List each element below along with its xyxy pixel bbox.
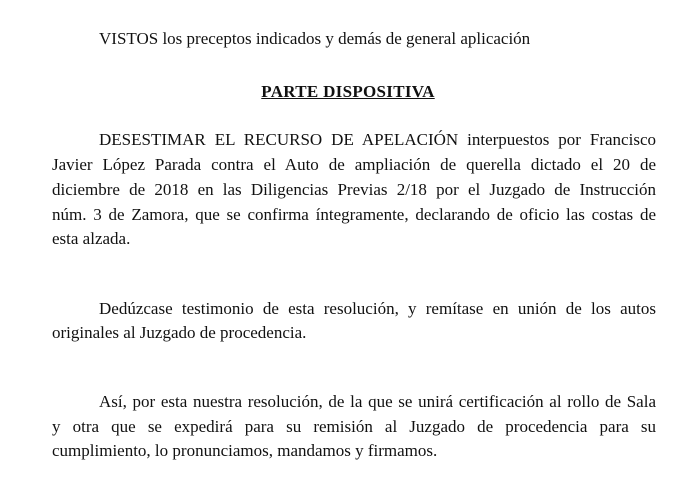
paragraph-1-line-2: Javier López Parada contra el Auto de ampliación de querella dictado el 20 de xyxy=(52,155,656,174)
paragraph-1-line-3: diciembre de 2018 en las Diligencias Previas 2/18 por el Juzgado de Instrucción xyxy=(52,180,656,199)
paragraph-2-line-2: originales al Juzgado de procedencia. xyxy=(52,323,307,342)
intro-text: VISTOS los preceptos indicados y demás de general aplicación xyxy=(99,29,531,48)
section-heading: PARTE DISPOSITIVA xyxy=(261,82,435,101)
paragraph-3-line-1: Así, por esta nuestra resolución, de la que se unirá certificación al rollo de Sala xyxy=(99,392,656,411)
paragraph-1-line-1: DESESTIMAR EL RECURSO DE APELACIÓN interpuestos por Francisco xyxy=(99,130,656,149)
paragraph-3-line-3: cumplimiento, lo pronunciamos, mandamos y firmamos. xyxy=(52,441,438,460)
paragraph-1-line-4: núm. 3 de Zamora, que se confirma íntegramente, declarando de oficio las costas de xyxy=(52,205,656,224)
paragraph-2-line-1: Dedúzcase testimonio de esta resolución, y remítase en unión de los autos xyxy=(99,299,656,318)
paragraph-1-line-5: esta alzada. xyxy=(52,229,131,248)
paragraph-3-line-2: y otra que se expedirá para su remisión al Juzgado de procedencia para su xyxy=(52,417,656,436)
